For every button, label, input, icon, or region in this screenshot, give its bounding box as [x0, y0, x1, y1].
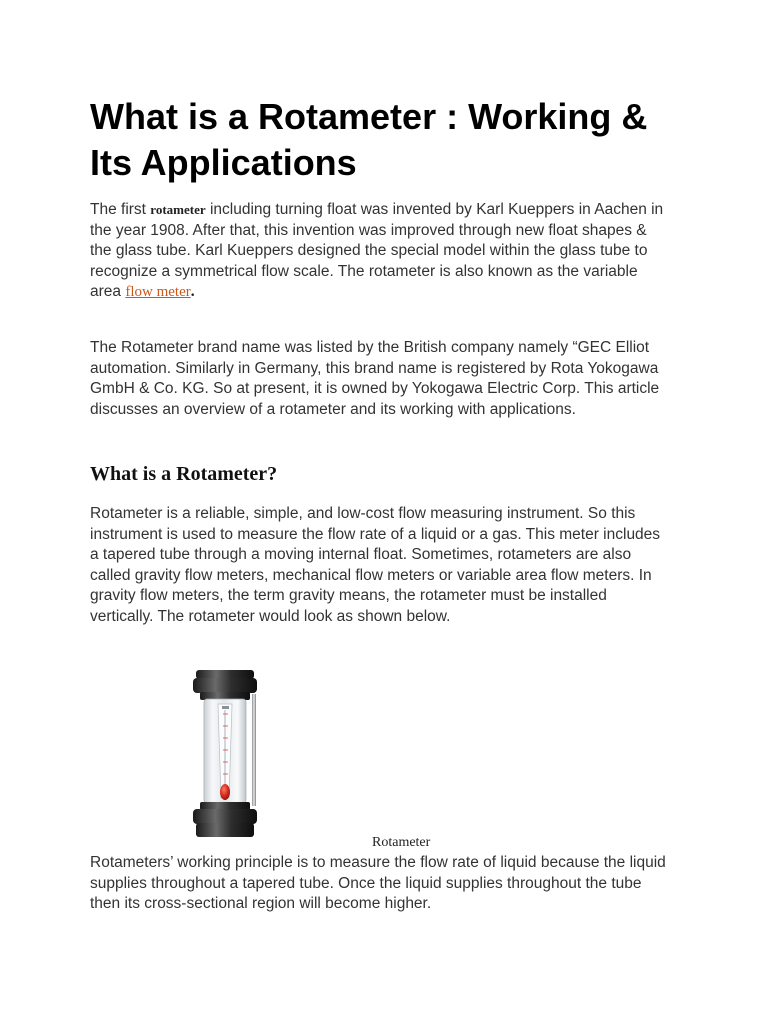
title-line-2: Its Applications: [90, 142, 357, 183]
rotameter-image: [192, 666, 282, 842]
figure-caption: Rotameter: [372, 835, 431, 850]
section-heading: What is a Rotameter?: [90, 463, 278, 485]
intro-paragraph: [90, 200, 670, 303]
intro-text-middle: including turning float was invented by Karl Kueppers in Aachen in the year 1908. After that, this invention was improved through new float shapes & the glass tube. Karl Kueppers designed the special model within the glass tube to recognize a symmetrical flow scale. The rotameter is also known as the variable area: [90, 201, 664, 300]
working-principle-paragraph: Rotameters’ working principle is to measure the flow rate of liquid because the liquid supplies throughout a tapered tube. Once the liquid supplies throughout the tube then its cross-sectional region will become higher.: [90, 854, 666, 912]
title-line-1: What is a Rotameter : Working &: [90, 96, 648, 137]
page-title: [90, 94, 690, 186]
brand-paragraph: The Rotameter brand name was listed by the British company namely “GEC Elliot automation. Similarly in Germany, this brand name is registered by Rota Yokogawa GmbH & Co. KG. So at present, it is owned by Yokogawa Electric Corp. This article discusses an overview of a rotameter and its working with applications.: [90, 339, 660, 418]
intro-end-period: .: [190, 283, 195, 300]
rotameter-term: rotameter: [150, 202, 206, 217]
flow-meter-link[interactable]: flow meter: [125, 284, 191, 300]
definition-paragraph: Rotameter is a reliable, simple, and low-cost flow measuring instrument. So this instrument is used to measure the flow rate of a liquid or a gas. This meter includes a tapered tube through a moving internal float. Sometimes, rotameters are also called gravity flow meters, mechanical flow meters or variable area flow meters. In gravity flow meters, the term gravity means, the rotameter must be installed vertically. The rotameter would look as shown below.: [90, 505, 661, 625]
intro-text-start: The first: [90, 201, 151, 218]
